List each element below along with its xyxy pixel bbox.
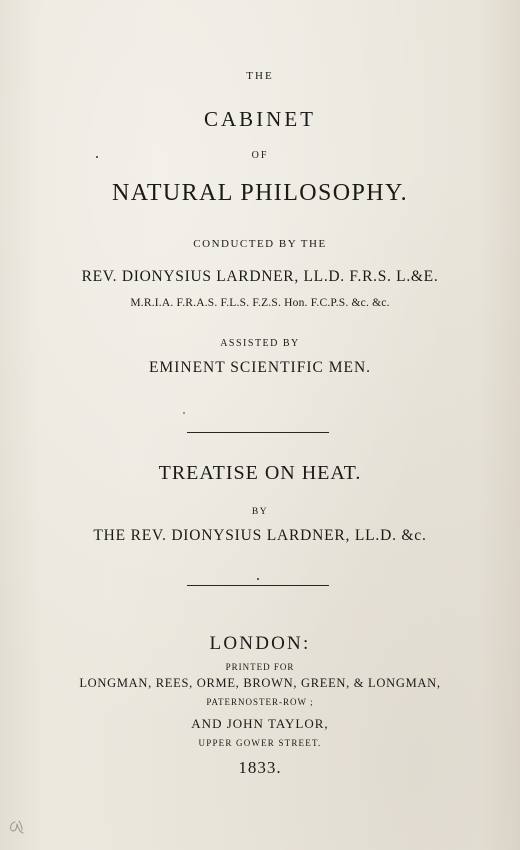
editor-name: REV. DIONYSIUS LARDNER, LL.D. F.R.S. L.&E. (81, 268, 439, 285)
printed-for-line: PRINTED FOR (225, 662, 295, 672)
publication-year: 1833. (238, 758, 282, 777)
of-heading: OF (251, 150, 269, 161)
author-name: THE REV. DIONYSIUS LARDNER, LL.D. &c. (93, 527, 427, 544)
cabinet-heading: CABINET (204, 107, 316, 131)
by-line: BY (251, 507, 269, 517)
editor-honors: M.R.I.A. F.R.A.S. F.L.S. F.Z.S. Hon. F.C.P.S. &c. &c. (130, 297, 390, 309)
assisted-by-line: ASSISTED BY (220, 338, 300, 349)
publisher-address: PATERNOSTER-ROW ; (206, 697, 314, 707)
publishers-line: LONGMAN, REES, ORME, BROWN, GREEN, & LONGMAN, (79, 676, 441, 690)
work-title: TREATISE ON HEAT. (158, 462, 362, 484)
conducted-by-line: CONDUCTED BY THE (193, 238, 327, 250)
the-heading: THE (246, 70, 274, 82)
imprint-city: LONDON: (209, 633, 311, 654)
divider-rule (187, 585, 329, 586)
series-title: NATURAL PHILOSOPHY. (112, 180, 408, 206)
divider-rule (187, 432, 329, 433)
ink-speck (183, 412, 185, 414)
ink-speck (257, 578, 259, 580)
pencil-mark-icon (6, 818, 28, 836)
assistants-line: EMINENT SCIENTIFIC MEN. (148, 359, 372, 376)
co-publisher-address: UPPER GOWER STREET. (198, 738, 322, 748)
co-publisher-line: AND JOHN TAYLOR, (191, 716, 329, 731)
